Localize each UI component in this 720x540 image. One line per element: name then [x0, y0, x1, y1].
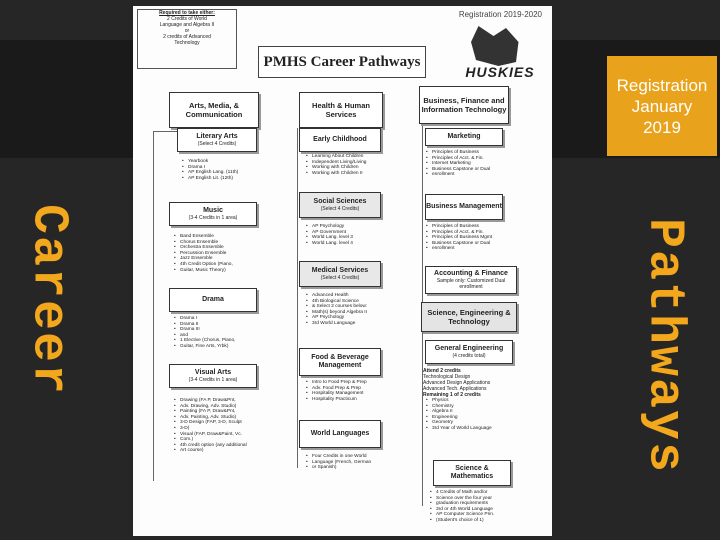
list-item: • Principles of Acct. & Fin.	[432, 230, 492, 236]
visual-arts-title: Visual Arts	[194, 369, 232, 376]
music-title: Music	[203, 207, 223, 214]
required-line-2: Language and Algebra II	[159, 22, 215, 28]
food-beverage-title: Food & Beverage Management	[311, 354, 369, 369]
science-math-title: Science & Mathematics	[450, 465, 494, 480]
general-engineering-required	[423, 368, 490, 398]
logo-text: HUSKIES	[465, 64, 535, 80]
list-item: • World Lang. level 4	[312, 241, 353, 247]
food-beverage-box	[299, 348, 381, 376]
list-item: • Adv. Food Prep & Prep	[312, 386, 367, 392]
marketing-box	[425, 128, 503, 146]
list-item: • 3-D Design (FAP, 3-D, Sculpt	[180, 420, 247, 426]
list-item: • Business Capstone or Dual	[432, 167, 490, 173]
registration-badge	[607, 56, 717, 156]
list-item: • Internet Marketing	[432, 161, 490, 167]
list-item: • & Select 2 courses below:	[312, 304, 367, 310]
business-management-box	[425, 194, 503, 220]
social-sciences-title: Social Sciences	[313, 198, 367, 205]
required-line-5: Technology	[174, 40, 200, 46]
remaining-heading: Remaining 1 of 2 credits	[423, 392, 481, 398]
document-title: PMHS Career Pathways	[258, 46, 426, 78]
list-item: • enrollment	[432, 172, 490, 178]
music-box	[169, 202, 257, 226]
list-item: • Four Credits in one World	[312, 454, 371, 460]
list-item: • Physics	[432, 398, 492, 404]
ge-line: Technological Design	[423, 374, 471, 380]
list-item: • graduation requirements	[436, 501, 494, 507]
list-item: • Intro to Food Prep & Prep	[312, 380, 367, 386]
list-item: • Drawing (FA P, Draw&Pnt,	[180, 398, 247, 404]
world-languages-list	[305, 454, 371, 471]
registration-label: Registration 2019-2020	[458, 10, 542, 19]
list-item: • Engineering	[432, 415, 492, 421]
drama-title: Drama	[202, 296, 224, 303]
list-item: • 4th Credit Option (Piano,	[180, 262, 233, 268]
list-item: • Percussion Ensemble	[180, 251, 233, 257]
list-item: • enrollment	[432, 246, 492, 252]
list-item: • Learning About Children	[312, 154, 366, 160]
list-item: • Guitar, Music Theory)	[180, 268, 233, 274]
business-finance-header-text: Business, Finance and Information Technology	[421, 96, 507, 114]
arts-media-header	[169, 92, 259, 128]
list-item: • 4th credit option (any additional	[180, 443, 247, 449]
list-item: • Principles of Acct. & Fin.	[432, 156, 490, 162]
list-item: • Language (French, German	[312, 460, 371, 466]
list-item: • 3rd World Language	[312, 321, 367, 327]
list-item: • Hospitality Practicum	[312, 397, 367, 403]
science-math-list	[429, 490, 494, 524]
general-engineering-list	[425, 398, 492, 432]
food-beverage-list	[305, 380, 367, 402]
list-item: • Yearbook	[188, 159, 238, 165]
accounting-finance-sub: Sample only: Customized Dual	[436, 278, 506, 284]
ge-line: Advanced Design Applications	[423, 380, 491, 386]
general-engineering-title: General Engineering	[434, 345, 504, 352]
science-engineering-header	[421, 302, 517, 332]
list-item: • Jazz Ensemble	[180, 256, 233, 262]
list-item: • Business Capstone or Dual	[432, 241, 492, 247]
col1-link	[153, 131, 177, 132]
business-management-list	[425, 224, 492, 252]
list-item: • Com.)	[180, 437, 247, 443]
general-engineering-box	[425, 340, 513, 364]
visual-list	[173, 398, 247, 454]
career-word: Career	[19, 203, 77, 397]
badge-line-1: Registration	[616, 75, 708, 95]
marketing-title: Marketing	[447, 133, 481, 140]
list-item: • AP English Lang. (11th)	[188, 170, 238, 176]
medical-services-sub: (Select 4 Credits)	[320, 275, 360, 281]
ge-line: Advanced Tech. Applications	[423, 386, 487, 392]
drama-list	[173, 316, 235, 350]
list-item: • Drama I	[180, 316, 235, 322]
list-item: • World Lang. level 3	[312, 235, 353, 241]
list-item: • Principles of Business	[432, 150, 490, 156]
marketing-list	[425, 150, 490, 178]
list-item: • 3-D)	[180, 426, 247, 432]
visual-arts-sub: (3-4 Credits in 1 area)	[188, 377, 238, 383]
husky-head-icon	[471, 26, 521, 66]
health-human-header-text: Health & Human Services	[312, 101, 370, 119]
list-item: • Painting (FA P, Draw&Pnt,	[180, 409, 247, 415]
science-engineering-header-text: Science, Engineering & Technology	[427, 308, 511, 326]
list-item: • Drama II	[180, 322, 235, 328]
list-item: • and	[180, 333, 235, 339]
list-item: • 3rd Year of World Language	[432, 426, 492, 432]
required-line-3: or	[184, 28, 190, 34]
early-childhood-title: Early Childhood	[313, 136, 367, 143]
list-item: • Adv. Painting, Adv. Studio)	[180, 415, 247, 421]
list-item: • Principles of Business Mgmt	[432, 235, 492, 241]
literary-arts-title: Literary Arts	[196, 133, 238, 140]
accounting-finance-box	[425, 266, 517, 294]
medical-services-title: Medical Services	[311, 267, 369, 274]
list-item: • Guitar, Fine Arts, Yrbk)	[180, 344, 235, 350]
early-childhood-list	[305, 154, 366, 176]
list-item: • Art course)	[180, 448, 247, 454]
health-human-header	[299, 92, 383, 128]
list-item: • Working with Children	[312, 165, 366, 171]
required-heading: Required to take either:	[159, 10, 215, 16]
required-line-4: 2 credits of Advanced	[163, 34, 211, 40]
list-item: • Math(s) beyond Algebra II	[312, 310, 367, 316]
world-languages-title: World Languages	[310, 430, 370, 437]
required-box	[137, 9, 237, 69]
medical-services-list	[305, 293, 367, 327]
pathways-word: Pathways	[635, 217, 693, 475]
huskies-logo	[455, 26, 545, 80]
list-item: • Drama I	[188, 165, 238, 171]
list-item: • 1 Elective (Chorus, Piano,	[180, 338, 235, 344]
list-item: • AP English Lit. (12th)	[188, 176, 238, 182]
science-math-box	[433, 460, 511, 486]
list-item: • 4 Credits of Math and/or	[436, 490, 494, 496]
arts-media-header-text: Arts, Media, & Communication	[185, 101, 243, 119]
literary-list	[181, 159, 238, 181]
social-sciences-list	[305, 224, 353, 246]
list-item: • 4th Biological Science	[312, 299, 367, 305]
list-item: • or Spanish)	[312, 465, 371, 471]
early-childhood-box	[299, 128, 381, 152]
pathways-document	[133, 6, 552, 536]
list-item: • Hospitality Management	[312, 391, 367, 397]
list-item: • Advanced Health	[312, 293, 367, 299]
general-engineering-sub: (4 credits total)	[452, 353, 486, 359]
list-item: • Drama III	[180, 327, 235, 333]
business-finance-header	[419, 86, 509, 124]
list-item: • Algebra II	[432, 409, 492, 415]
list-item: • AP Government	[312, 230, 353, 236]
medical-services-box	[299, 261, 381, 287]
required-line-1: 2 Credits of World	[167, 16, 207, 22]
col1-connector	[153, 131, 154, 481]
accounting-finance-title: Accounting & Finance	[434, 270, 508, 277]
ge-line: Attend 2 credits	[423, 368, 461, 374]
badge-line-3: 2019	[643, 117, 681, 137]
music-list	[173, 234, 233, 273]
badge-line-2: January	[631, 96, 693, 116]
list-item: • Chemistry	[432, 404, 492, 410]
list-item: • AP Psychology	[312, 224, 353, 230]
world-languages-box	[299, 420, 381, 448]
literary-arts-box	[177, 128, 257, 152]
list-item: • Band Ensemble	[180, 234, 233, 240]
col2-connector	[297, 128, 298, 468]
list-item: • Geometry	[432, 420, 492, 426]
accounting-finance-sub2: enrollment	[459, 284, 483, 290]
list-item: • Science over the four year	[436, 496, 494, 502]
drama-box	[169, 288, 257, 312]
business-management-title: Business Management	[426, 203, 502, 210]
list-item: • Principles of Business	[432, 224, 492, 230]
list-item: • Orchestra Ensemble	[180, 245, 233, 251]
literary-arts-sub: (Select 4 Credits)	[197, 141, 237, 147]
list-item: • Visual (FAP, Draw&Paint, Vc.	[180, 432, 247, 438]
list-item: • 3rd or 4th World Language	[436, 507, 494, 513]
list-item: • Independent Living/Living	[312, 160, 366, 166]
list-item: • Working with Children II	[312, 171, 366, 177]
list-item: • AP Psychology	[312, 315, 367, 321]
music-sub: (3-4 Credits in 1 area)	[188, 215, 238, 221]
list-item: • (Student's choice of 1)	[436, 518, 494, 524]
list-item: • Adv. Drawing, Adv. Studio)	[180, 404, 247, 410]
social-sciences-box	[299, 192, 381, 218]
social-sciences-sub: (Select 4 Credits)	[320, 206, 360, 212]
visual-arts-box	[169, 364, 257, 388]
list-item: • AP Computer Science Prin.	[436, 512, 494, 518]
list-item: • Chorus Ensemble	[180, 240, 233, 246]
